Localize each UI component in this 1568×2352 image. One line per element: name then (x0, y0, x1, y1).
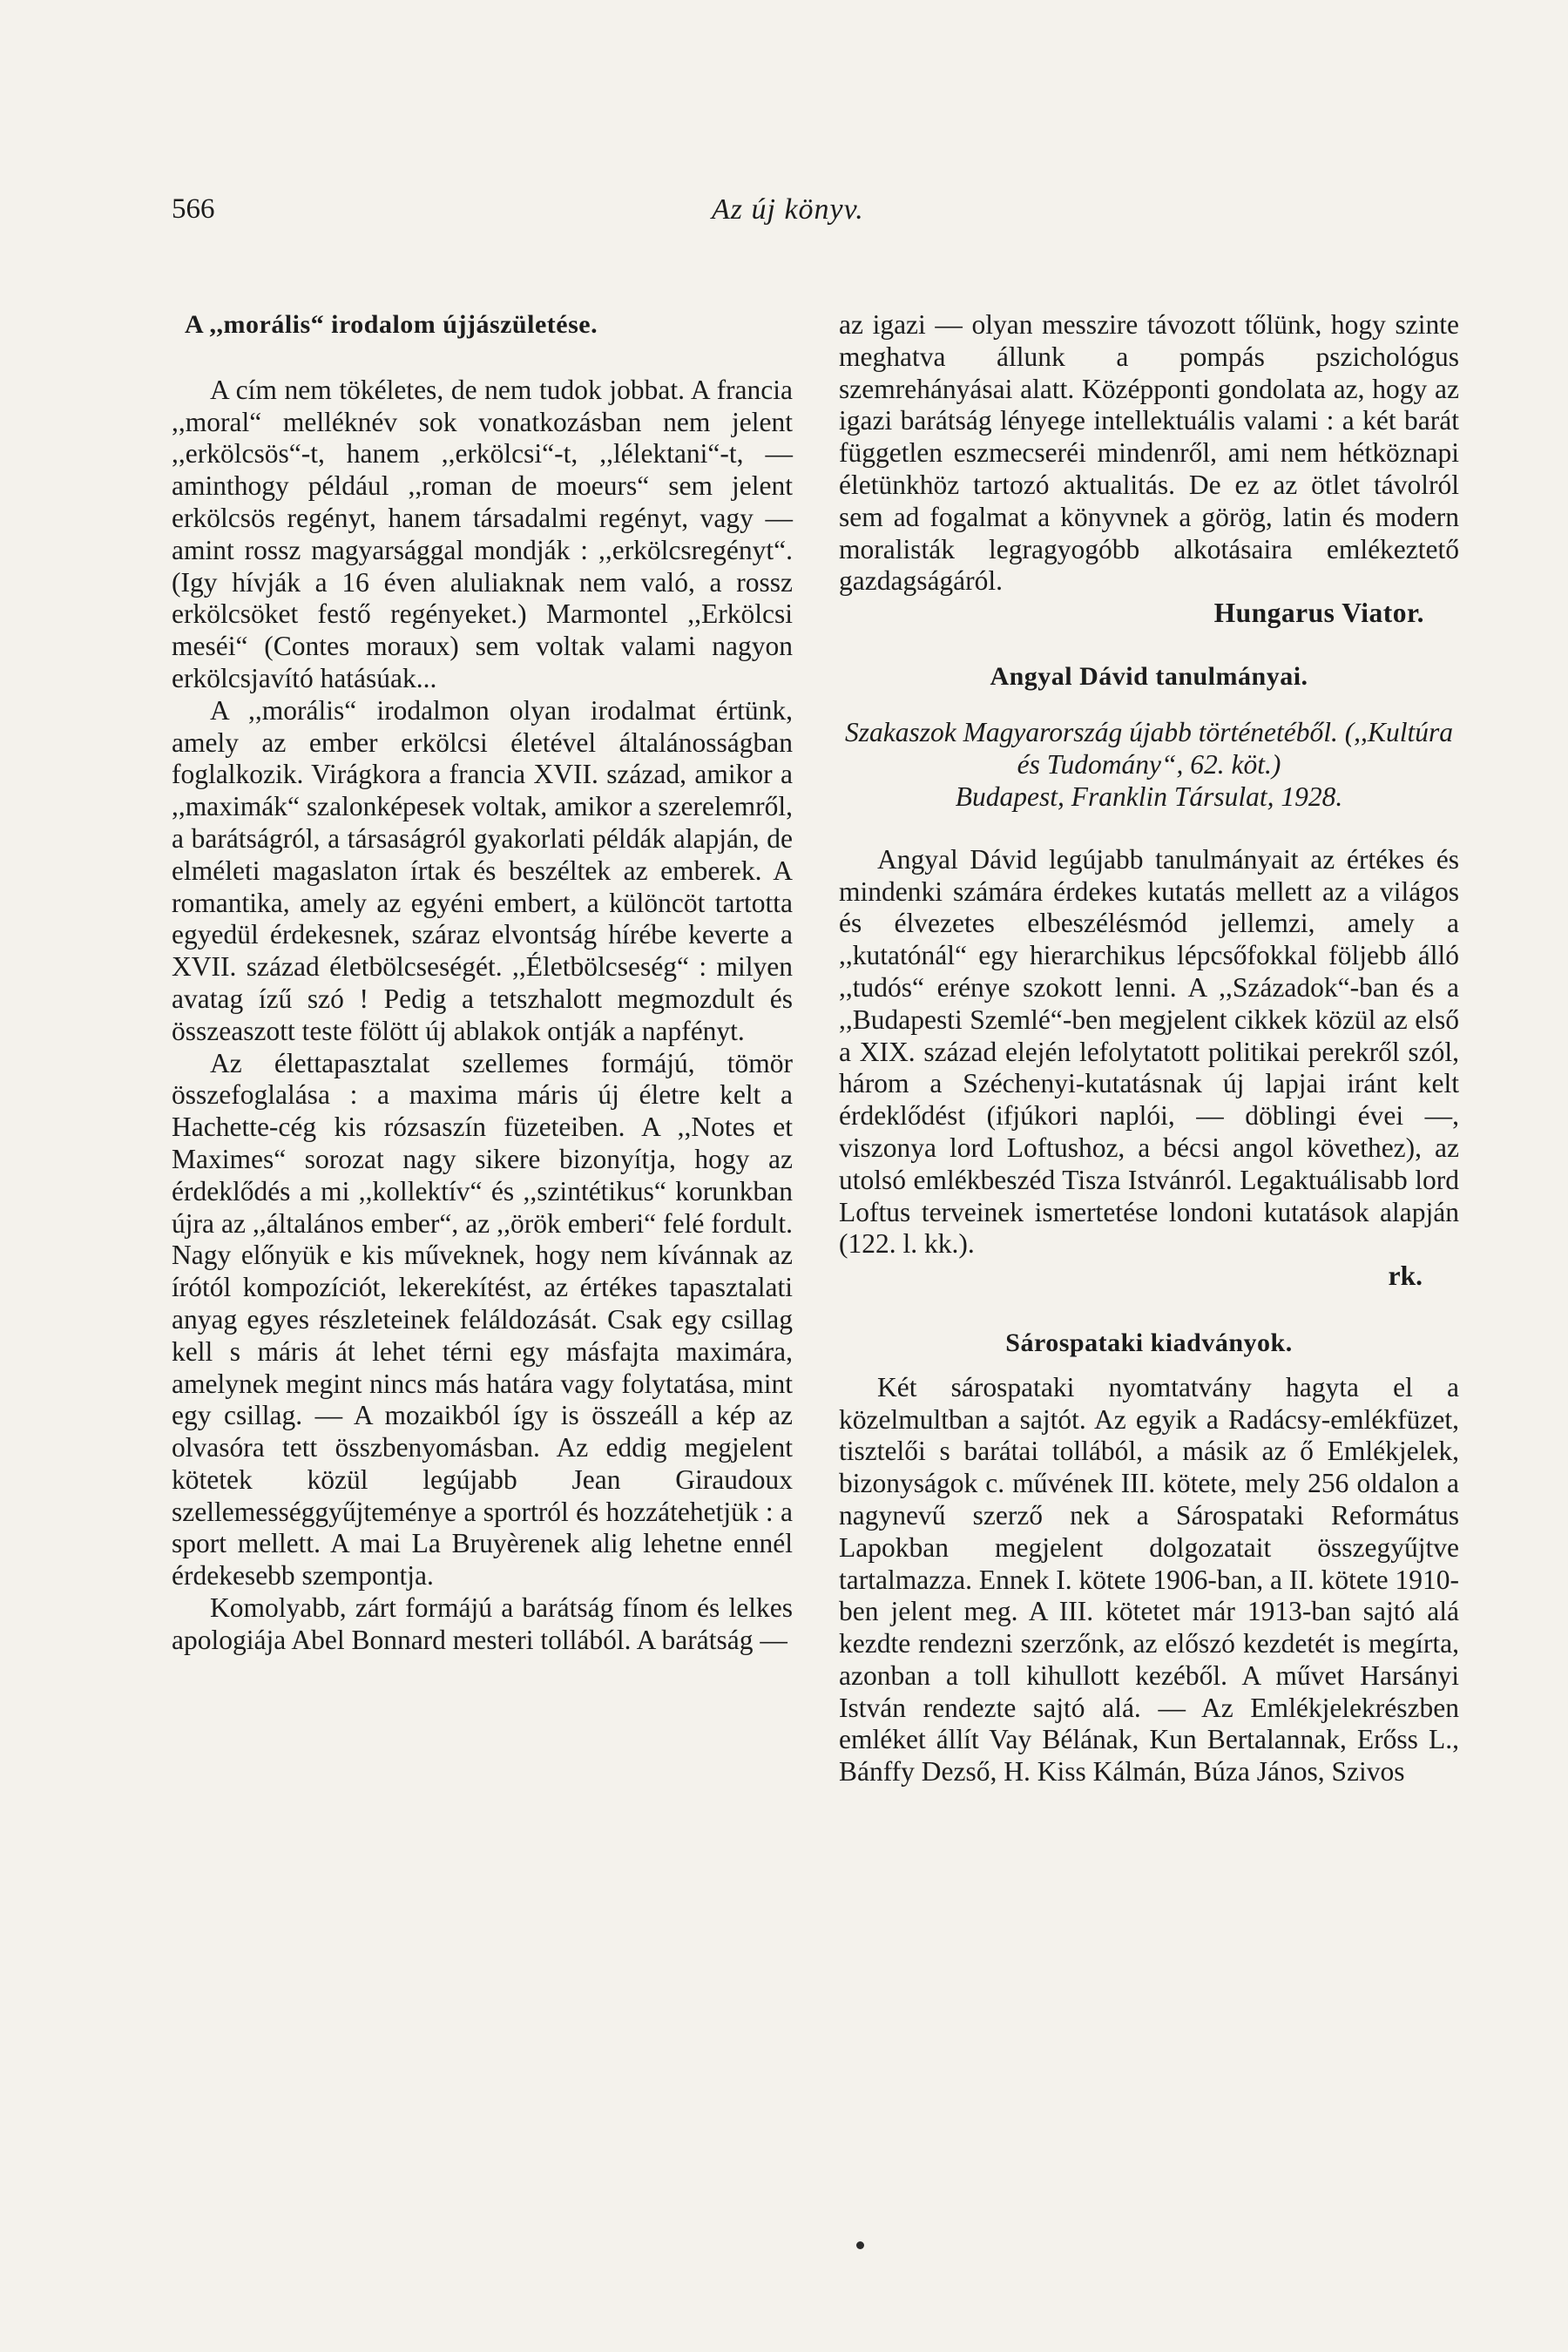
paragraph: Angyal Dávid legújabb tanulmányait az értékes és mindenki számára érdekes kutatás mellett az a világos és élvezetes elbeszélésmód jellemzi, amely a ,,kutatónál“ egy hierarchikus lépcsőfokkal följebb álló ,,tudós“ erénye szokott lenni. A ,,Századok“-ban és a ,,Budapesti Szemlé“-ben megjelent cikkek közül az első a XIX. század elején lefolytatott politikai perekről szól, három a Széchenyi-kutatásnak új lapjai iránt kelt érdeklődést (ifjúkori naplói, — döblingi évei —, viszonya lord Loftushoz, a bécsi angol követhez), az utolsó emlékbeszéd Tisza Istvánról. Legaktuálisabb lord Loftus terveinek ismertetése londoni kutatások alapján (122. l. kk.). (839, 843, 1459, 1260)
running-title: Az új könyv. (712, 193, 864, 226)
paragraph: Két sárospataki nyomtatvány hagyta el a közelmultban a sajtót. Az egyik a Radácsy-emlékfüzet, tisztelői s barátai tollából, a másik az ő Emlékjelek, bizonyságok c. művének III. kötete, mely 256 oldalon a nagynevű szerző nek a Sárospataki Református Lapokban megjelent dolgozatait összegyűjtve tartalmazza. Ennek I. kötete 1906-ban, a II. kötete 1910-ben jelent meg. A III. kötetet már 1913-ban sajtó alá kezdte rendezni szerzőnk, az előszó kezdetét is megírta, azonban a toll kihullott kezéből. A művet Harsányi István rendezte sajtó alá. — Az Emlékjelekrészben emléket állít Vay Bélának, Kun Bertalannak, Erőss L., Bánffy Dezső, H. Kiss Kálmán, Búza János, Szivos (839, 1371, 1459, 1788)
section-title-sarospataki: Sárospataki kiadványok. (1005, 1328, 1293, 1357)
paragraph: A ,,morális“ irodalmon olyan irodalmat értünk, amely az ember erkölcsi életével általánosságban foglalkozik. Virágkora a francia XVII. század, amikor a ,,maximák“ szalonképesek voltak, amikor a szerelemről, a barátságról, a társaságról gyakorlati példák alapján, de elméleti magaslaton írtak és beszéltek az emberek. A romantika, amely az egyéni embert, a különcöt tartotta egyedül érdekesnek, száraz elvontság hírébe keverte a XVII. század életbölcseségét. ,,Életbölcseség“ : milyen avatag ízű szó ! Pedig a tetszhalott megmozdult és összeaszott teste fölött új ablakok ontják a napfényt. (172, 694, 793, 1046)
paragraph-continuation: az igazi — olyan messzire távozott tőlünk, hogy szinte meghatva állunk a pompás pszichológus szemrehányásai alatt. Középponti gondolata az, hogy az igazi barátság lényege intellektuális valami : a két barát független eszmecseréi mindenről, ami nem hétköznapi életünkhöz tartozó aktualitás. De ez az ötlet távolról sem ad fogalmat a könyvnek a görög, latin és modern moralisták legragyogóbb alkotásaira emlékeztető gazdagságáról. (839, 309, 1459, 597)
left-column (172, 309, 793, 1657)
page-number: 566 (172, 193, 215, 225)
right-column (839, 309, 1459, 1788)
paragraph: Az élettapasztalat szellemes formájú, tömör összefoglalása : a maxima máris új életre kelt a Hachette-cég kis rózsaszín füzeteiben. A ,,Notes et Maximes“ sorozat nagy sikere bizonyítja, hogy az érdeklődés a mi ,,kollektív“ és ,,szintétikus“ korunkban újra az ,,általános ember“, az ,,örök emberi“ felé fordult. Nagy előnyük e kis műveknek, hogy nem kívánnak az írótól kompozíciót, lekerekítést, az értékes tapasztalati anyag egyes részleteinek feláldozását. Csak egy csillag kell s máris át lehet térni egy másfajta maximára, amelynek megint nincs más határa vagy folytatása, mint egy csillag. — A mozaikból így is összeáll a kép az olvasóra tett összbenyomásban. Az eddig megjelent kötetek közül legújabb Jean Giraudoux szellemességgyűjteménye a sportról és hozzátehetjük : a sport mellett. A mai La Bruyèrenek alig lehetne ennél érdekesebb szempontja. (172, 1047, 793, 1592)
citation-line: Budapest, Franklin Társulat, 1928. (955, 781, 1343, 812)
citation-line: Szakaszok Magyarország újabb történetéből. (,,Kultúra és Tudomány“, 62. köt.) (845, 716, 1453, 780)
ink-dot-decoration (856, 2241, 864, 2249)
author-signature: rk. (1388, 1260, 1423, 1292)
page-header (172, 193, 1382, 232)
section-title-angyal: Angyal Dávid tanulmányai. (990, 661, 1308, 691)
author-signature: Hungarus Viator. (1213, 598, 1424, 629)
paragraph: Komolyabb, zárt formájú a barátság fínom és lelkes apologiája Abel Bonnard mesteri tollából. A barátság — (172, 1592, 793, 1655)
section-title-moralis: A ,,morális“ irodalom újjászületése. (185, 310, 598, 339)
paragraph: A cím nem tökéletes, de nem tudok jobbat. A francia ,,moral“ melléknév sok vonatkozásban nem jelent ,,erkölcsös“-t, hanem ,,erkölcsi“-t, ,,lélektani“-t, — aminthogy például ,,roman de moeurs“ sem jelent erkölcsös regényt, hanem társadalmi regényt, vagy — amint rossz magyarsággal mondják : ,,erkölcsregényt“. (Igy hívják a 16 éven aluliaknak nem való, a rossz erkölcsöket festő regényeket.) Marmontel ,,Erkölcsi meséi“ (Contes moraux) sem voltak valami nagyon erkölcsjavító hatásúak... (172, 374, 793, 693)
book-citation (839, 716, 1459, 813)
